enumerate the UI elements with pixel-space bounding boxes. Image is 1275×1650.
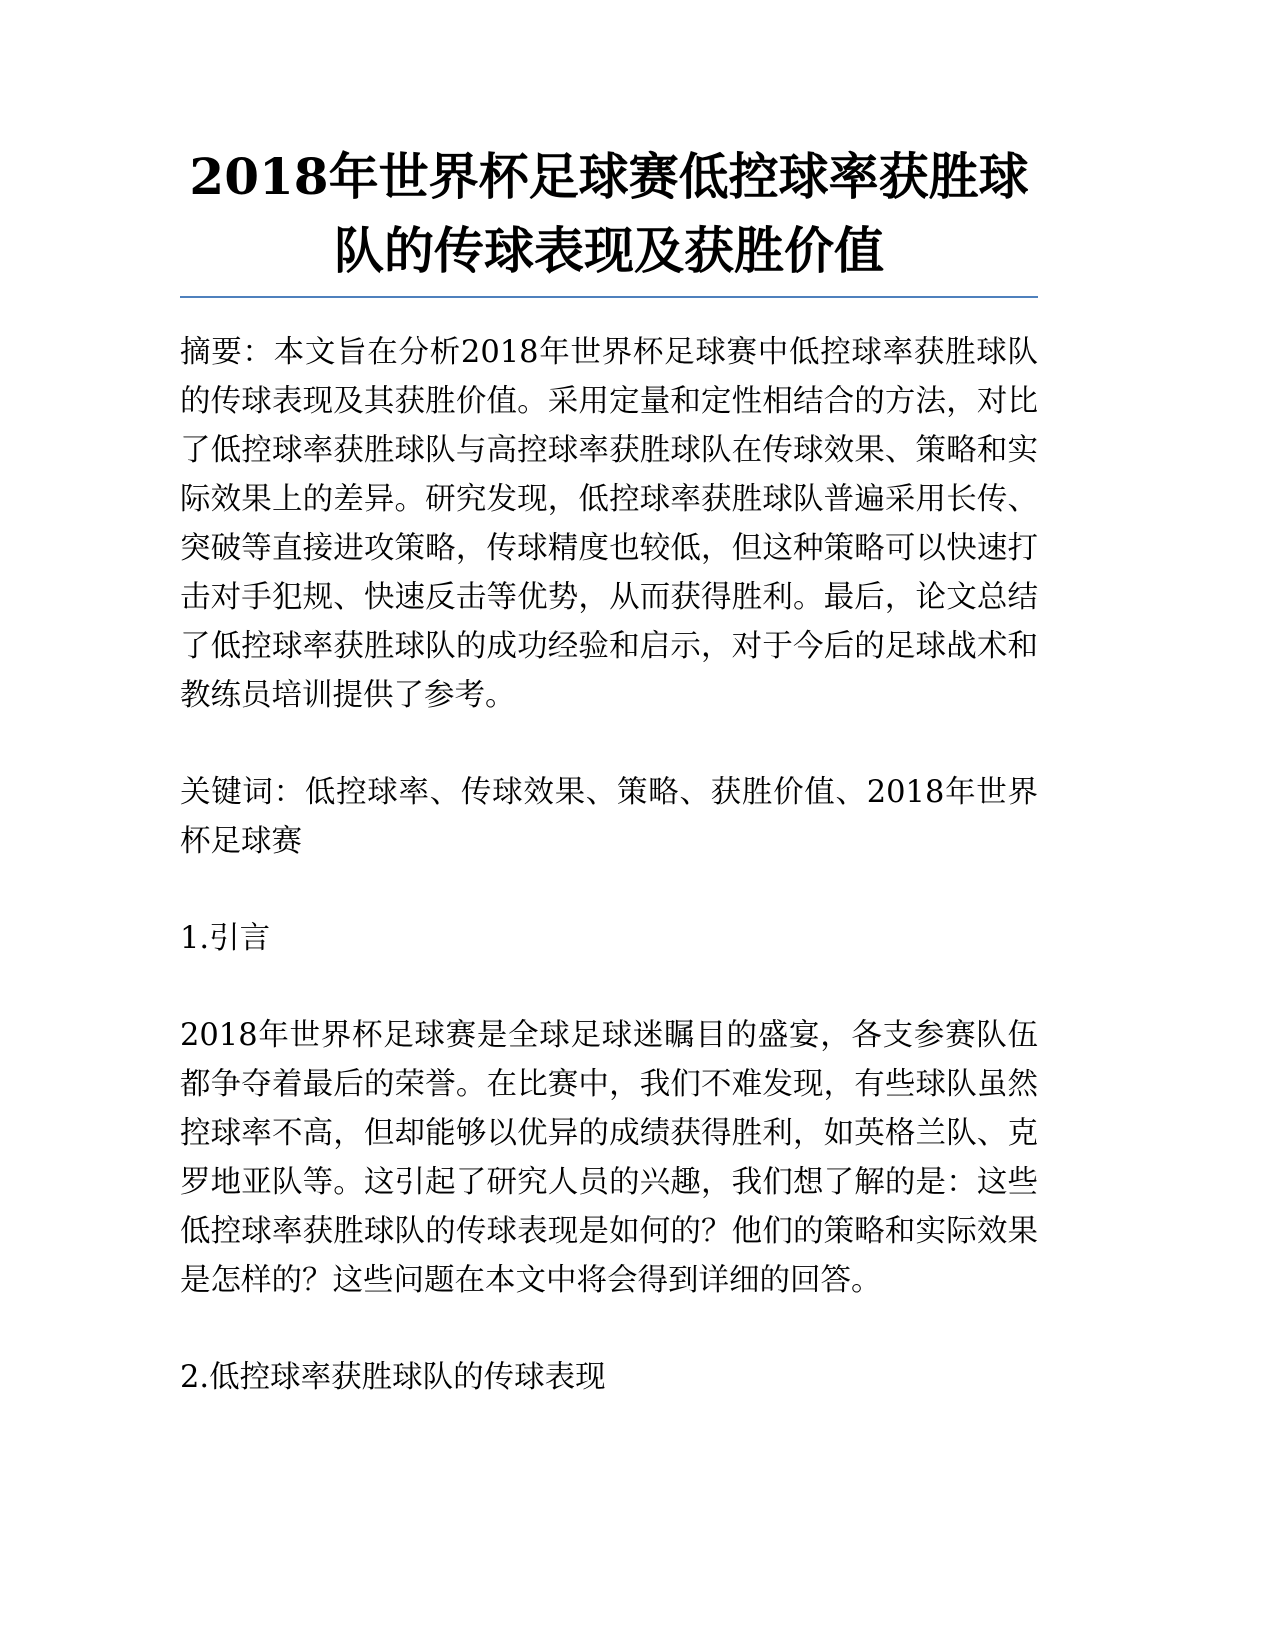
title-divider: [180, 296, 1038, 298]
section-1-body: 2018年世界杯足球赛是全球足球迷瞩目的盛宴，各支参赛队伍都争夺着最后的荣誉。在比赛中，我们不难发现，有些球队虽然控球率不高，但却能够以优异的成绩获得胜利，如英格兰队、克罗地亚队等。这引起了研究人员的兴趣，我们想了解的是：这些低控球率获胜球队的传球表现是如何的？他们的策略和实际效果是怎样的？这些问题在本文中将会得到详细的回答。: [180, 1018, 1038, 1298]
section-2-heading: 2.低控球率获胜球队的传球表现: [180, 1360, 606, 1395]
section-1-heading: 1.引言: [180, 921, 271, 956]
keywords-paragraph: 关键词：低控球率、传球效果、策略、获胜价值、2018年世界杯足球赛: [180, 775, 1038, 859]
document-title: 2018年世界杯足球赛低控球率获胜球队的传球表现及获胜价值: [189, 147, 1029, 280]
document-page: [180, 140, 1038, 1450]
abstract-paragraph: 摘要：本文旨在分析2018年世界杯足球赛中低控球率获胜球队的传球表现及其获胜价值。采用定量和定性相结合的方法，对比了低控球率获胜球队与高控球率获胜球队在传球效果、策略和实际效果上的差异。研究发现，低控球率获胜球队普遍采用长传、突破等直接进攻策略，传球精度也较低，但这种策略可以快速打击对手犯规、快速反击等优势，从而获得胜利。最后，论文总结了低控球率获胜球队的成功经验和启示，对于今后的足球战术和教练员培训提供了参考。: [180, 335, 1038, 713]
